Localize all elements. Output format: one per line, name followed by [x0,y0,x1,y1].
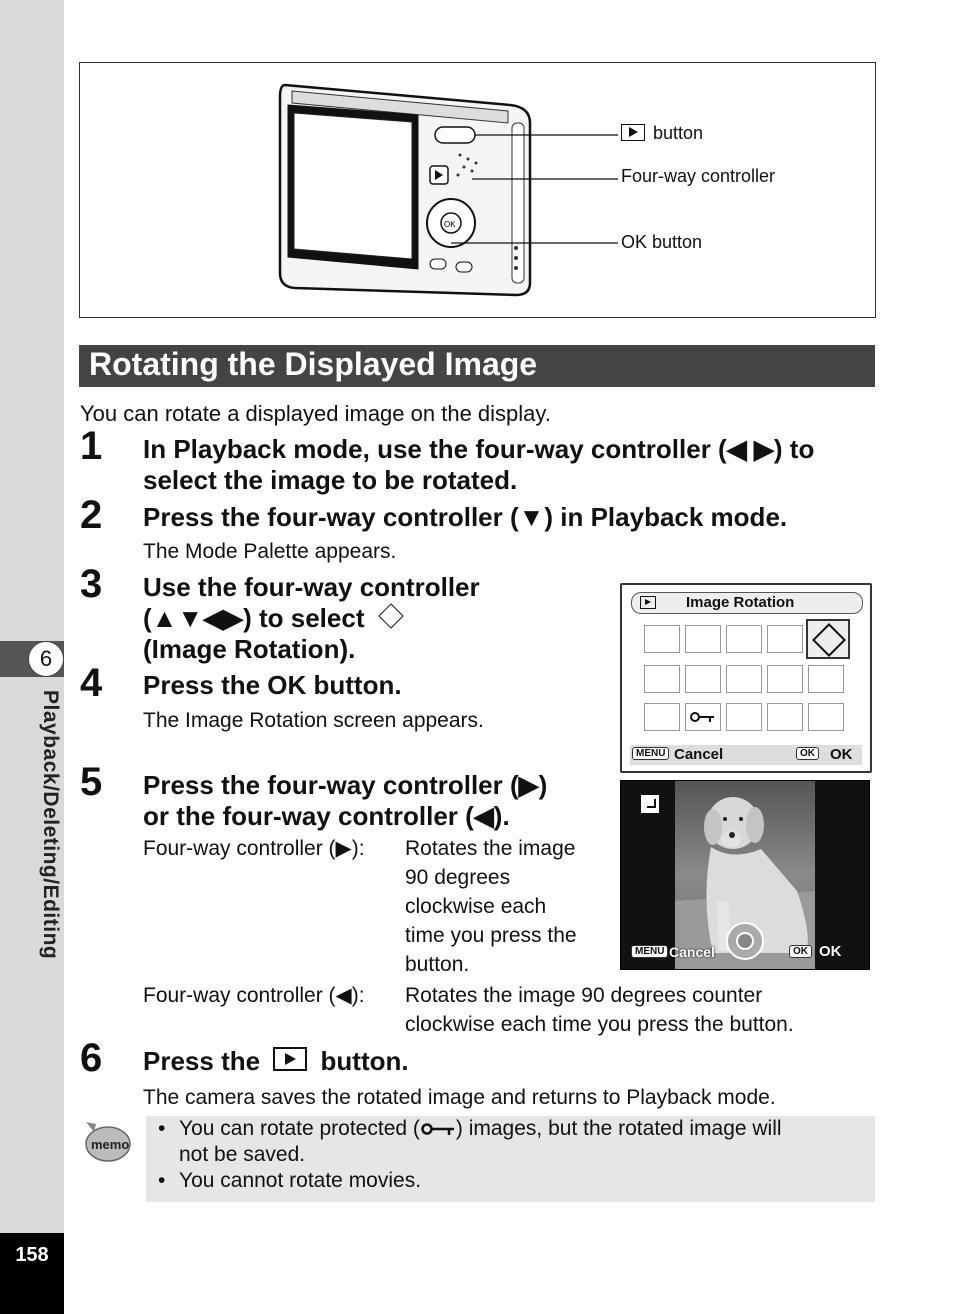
palette-title-bar [631,592,863,614]
fourway-callout: Four-way controller [621,166,776,186]
voice-memo-icon[interactable] [644,703,680,731]
brightness-filter-icon[interactable] [726,665,762,693]
page-number: 158 [0,1233,64,1314]
memo-bullet: • [158,1117,166,1140]
step-note: The Image Rotation screen appears. [143,709,484,732]
slideshow-icon[interactable] [644,625,680,653]
step-line: (▲▼◀▶) to select [143,603,480,634]
chapter-title: Playback/Deleting/Editing [39,690,62,960]
dpof-icon[interactable] [726,703,762,731]
resize-icon[interactable] [685,625,721,653]
step-note: The camera saves the rotated image and returns to Playback mode. [143,1086,776,1109]
step-text: Press the OK button. [143,670,402,700]
cropping-icon[interactable] [726,625,762,653]
memo-item: You cannot rotate movies. [179,1169,422,1192]
section-header [79,345,875,387]
right-controller-label: Four-way controller (▶): [143,837,365,860]
cancel-label: Cancel [674,746,724,763]
step-number: 3 [80,562,103,606]
palette-title: Image Rotation [686,594,795,611]
menu-key: MENU [631,945,668,958]
protect-key-icon[interactable] [685,703,721,731]
cancel-label: Cancel [669,944,715,960]
favorite-heart-icon[interactable] [808,703,844,731]
step-number: 1 [80,424,103,468]
menu-key: MENU [632,747,669,760]
ok-key: OK [796,747,819,760]
memo-item: You can rotate protected ( ) images, but the rotated image will not be saved. [179,1117,782,1166]
digital-filter-icon[interactable] [685,665,721,693]
step-text [143,572,480,665]
step-line: In Playback mode, use the four-way controller (◀ ▶) to [143,434,815,464]
step-note: The Mode Palette appears. [143,540,397,563]
right-controller-desc: Rotates the image 90 degrees clockwise each time you press the button. [405,837,577,976]
red-eye-edit-icon[interactable] [808,665,844,693]
step-number: 4 [80,661,103,705]
play-button-callout: button [621,123,703,144]
step-text [143,770,547,832]
step-text [143,434,814,496]
playback-icon [621,124,645,141]
mode-palette-screen [620,583,872,773]
image-copy-icon[interactable] [767,625,803,653]
movie-edit-icon[interactable] [767,665,803,693]
rotation-screen [620,780,870,970]
left-controller-label: Four-way controller (◀): [143,984,365,1007]
step-number: 2 [80,493,103,537]
image-rotation-palette-icon[interactable] [806,619,850,659]
image-rotation-icon [378,603,403,628]
ok-label: OK [819,943,842,960]
memo-box [146,1116,875,1202]
memo-icon [80,1118,132,1164]
playback-icon [273,1047,307,1071]
color-filter-icon[interactable] [644,665,680,693]
camera-illustration [80,63,875,317]
section-title: Rotating the Displayed Image [89,346,538,382]
ok-label: OK [830,746,853,763]
ok-key: OK [789,945,812,958]
protect-key-icon [420,1118,456,1134]
step-line: select the image to be rotated. [143,465,518,495]
step-number: 5 [80,760,103,804]
svg-text:memo: memo [91,1137,130,1152]
memo-bullet: • [158,1169,166,1192]
optio-icon[interactable] [767,703,803,731]
left-controller-desc: Rotates the image 90 degrees counter clockwise each time you press the button. [405,984,794,1036]
step-number: 6 [80,1036,103,1080]
dog-photo [621,781,869,969]
intro-text: You can rotate a displayed image on the display. [80,401,551,426]
step-line: Use the four-way controller [143,572,480,602]
palette-bottom-bar [630,745,862,765]
chapter-number: 6 [28,641,64,677]
step-text: Press the four-way controller (▼) in Playback mode. [143,502,788,532]
svg-text:OK: OK [444,220,456,229]
camera-figure [79,62,876,318]
step-line: Press the four-way controller (▶) [143,770,548,800]
step-line: (Image Rotation). [143,634,356,664]
step-line: or the four-way controller (◀). [143,801,510,831]
playback-icon [640,596,656,609]
step-text: Press the button. [143,1046,409,1076]
ok-button-callout: OK button [621,232,703,252]
